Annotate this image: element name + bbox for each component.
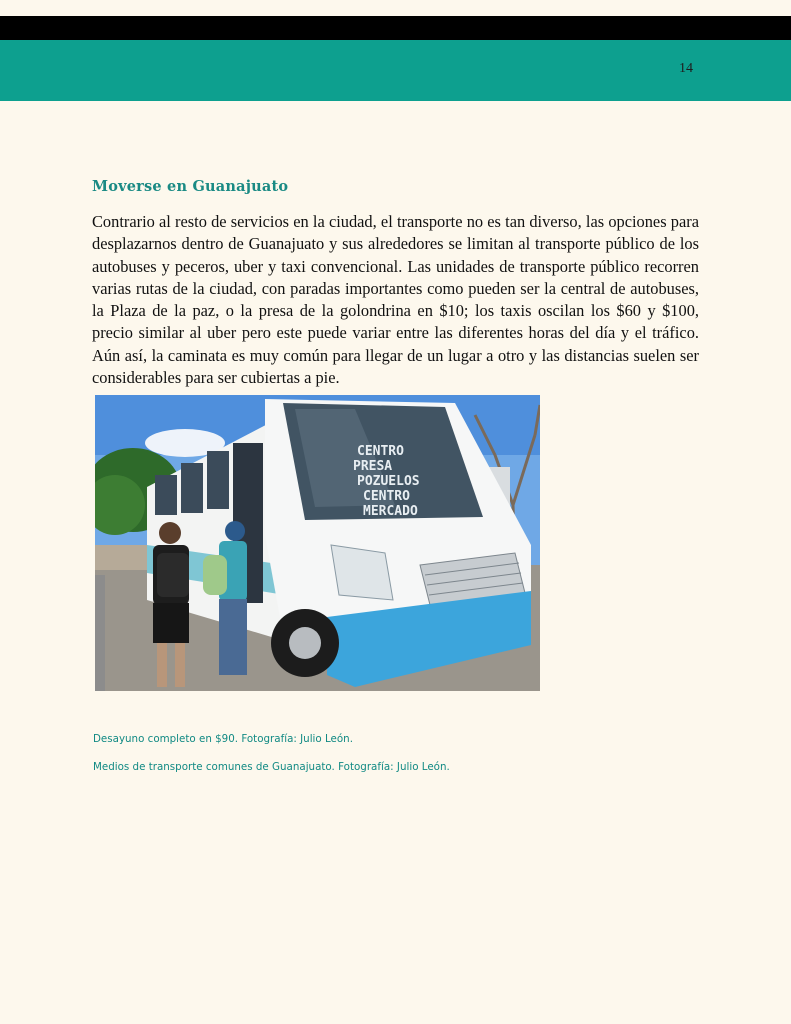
windshield-sign-line-1: CENTRO bbox=[357, 444, 404, 459]
windshield-sign-line-3: POZUELOS bbox=[357, 474, 420, 489]
windshield-sign-line-2: PRESA bbox=[353, 459, 393, 474]
header-teal-band bbox=[0, 40, 791, 101]
page-number: 14 bbox=[679, 61, 693, 76]
header-black-bar bbox=[0, 16, 791, 40]
section-heading: Moverse en Guanajuato bbox=[92, 178, 289, 195]
caption-transport: Medios de transporte comunes de Guanajuato. Fotografía: Julio León. bbox=[93, 761, 450, 773]
windshield-sign-line-4: CENTRO bbox=[363, 489, 410, 504]
caption-breakfast: Desayuno completo en $90. Fotografía: Julio León. bbox=[93, 733, 353, 745]
windshield-sign-line-5: MERCADO bbox=[363, 504, 418, 519]
section-body-paragraph: Contrario al resto de servicios en la ciudad, el transporte no es tan diverso, las opciones para desplazarnos dentro de Guanajuato y sus alrededores se limitan al transporte público de los autobuses y peceros, uber y taxi convencional. Las unidades de transporte público recorren varias rutas de la ciudad, con paradas importantes como pueden ser la central de autobuses, la Plaza de la paz, o la presa de la golondrina en $10; los taxis oscilan los $60 y $100, precio similar al uber pero este puede variar entre las diferentes horas del día y el tráfico. Aún así, la caminata es muy común para llegar de un lugar a otro y las distancias suelen ser considerables para ser cubiertas a pie. bbox=[92, 212, 699, 388]
bus-photo bbox=[95, 395, 540, 691]
